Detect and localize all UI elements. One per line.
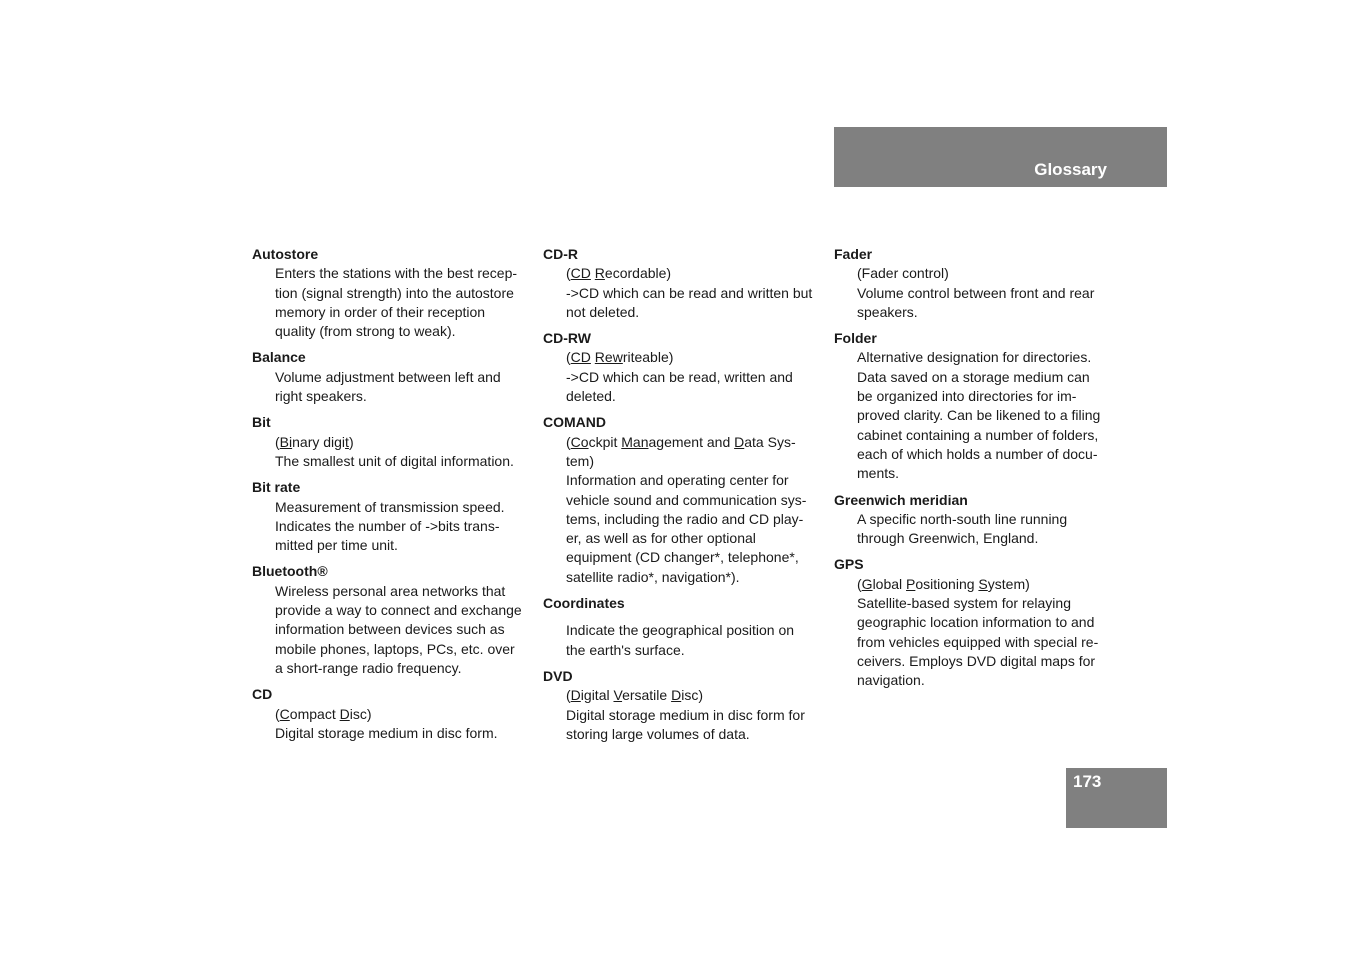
glossary-definition bbox=[275, 264, 534, 341]
glossary-term: CD-R bbox=[543, 246, 578, 262]
definition-line: (Cockpit Management and Data Sys- bbox=[566, 433, 796, 450]
glossary-entry-bit bbox=[252, 413, 534, 471]
glossary-term: Bit rate bbox=[252, 479, 301, 496]
definition-line: Information and operating center for bbox=[566, 472, 789, 489]
definition-line: (Fader control) bbox=[857, 265, 949, 282]
glossary-term: Bluetooth® bbox=[252, 563, 328, 580]
definition-line: Volume adjustment between left and bbox=[275, 368, 501, 385]
definition-line: proved clarity. Can be likened to a filing bbox=[857, 407, 1101, 424]
glossary-definition bbox=[275, 705, 534, 744]
definition-line: Alternative designation for directories. bbox=[857, 349, 1092, 366]
glossary-term: Autostore bbox=[252, 246, 319, 262]
definition-line: tem) bbox=[566, 452, 594, 469]
definition-line: navigation. bbox=[857, 672, 925, 689]
glossary-entry-cd-rw bbox=[543, 329, 825, 406]
glossary-definition bbox=[275, 582, 534, 678]
definition-line: vehicle sound and communication sys- bbox=[566, 491, 807, 508]
definition-line: the earth's surface. bbox=[566, 641, 685, 658]
definition-line: a short-range radio frequency. bbox=[275, 659, 462, 676]
definition-line: The smallest unit of digital information. bbox=[275, 452, 514, 469]
glossary-column-3 bbox=[834, 245, 1116, 698]
glossary-entry-coordinates bbox=[543, 594, 825, 660]
glossary-definition bbox=[857, 348, 1116, 483]
glossary-definition bbox=[275, 498, 534, 556]
definition-line: not deleted. bbox=[566, 303, 640, 320]
definition-line: ->CD which can be read, written and bbox=[566, 368, 793, 385]
definition-line: memory in order of their reception bbox=[275, 303, 486, 320]
glossary-entry-gps bbox=[834, 555, 1116, 690]
definition-line: tems, including the radio and CD play- bbox=[566, 510, 804, 527]
page-number-tab bbox=[1066, 768, 1167, 828]
glossary-definition bbox=[275, 368, 534, 407]
definition-line: ceivers. Employs DVD digital maps for bbox=[857, 652, 1096, 669]
definition-line: equipment (CD changer*, telephone*, bbox=[566, 549, 799, 566]
definition-line: (Digital Versatile Disc) bbox=[566, 687, 703, 704]
definition-line: mitted per time unit. bbox=[275, 537, 398, 554]
definition-line: tion (signal strength) into the autostore bbox=[275, 284, 514, 301]
glossary-term: Greenwich meridian bbox=[834, 491, 968, 508]
glossary-term: GPS bbox=[834, 556, 864, 573]
glossary-definition bbox=[857, 575, 1116, 691]
glossary-term: CD-RW bbox=[543, 330, 591, 347]
definition-line: (Global Positioning System) bbox=[857, 575, 1030, 592]
definition-line: Data saved on a storage medium can bbox=[857, 368, 1090, 385]
definition-line: ments. bbox=[857, 465, 900, 482]
definition-line: Wireless personal area networks that bbox=[275, 582, 506, 599]
definition-line: mobile phones, laptops, PCs, etc. over bbox=[275, 640, 515, 657]
glossary-term: CD bbox=[252, 686, 273, 703]
glossary-definition bbox=[566, 433, 825, 587]
definition-line: deleted. bbox=[566, 388, 616, 405]
definition-line: right speakers. bbox=[275, 388, 367, 405]
glossary-term: DVD bbox=[543, 667, 573, 684]
glossary-definition bbox=[857, 264, 1116, 322]
definition-line: information between devices such as bbox=[275, 621, 505, 638]
glossary-definition bbox=[275, 433, 534, 472]
glossary-entry-cd-r bbox=[543, 245, 825, 322]
definition-line: Digital storage medium in disc form for bbox=[566, 706, 805, 723]
glossary-entry-dvd bbox=[543, 667, 825, 744]
glossary-entry-cd bbox=[252, 685, 534, 743]
glossary-entry-autostore bbox=[252, 245, 534, 341]
definition-line: (Compact Disc) bbox=[275, 705, 372, 722]
definition-line: be organized into directories for im- bbox=[857, 388, 1077, 405]
definition-line: (Binary digit) bbox=[275, 433, 354, 450]
definition-line: (CD Rewriteable) bbox=[566, 349, 674, 366]
definition-line: satellite radio*, navigation*). bbox=[566, 568, 740, 585]
glossary-term: Coordinates bbox=[543, 595, 625, 612]
glossary-term: Folder bbox=[834, 330, 877, 347]
definition-line: each of which holds a number of docu- bbox=[857, 445, 1098, 462]
glossary-term: Fader bbox=[834, 246, 873, 262]
glossary-entry-folder bbox=[834, 329, 1116, 483]
glossary-entry-balance bbox=[252, 348, 534, 406]
definition-line: quality (from strong to weak). bbox=[275, 323, 456, 340]
definition-line: Satellite-based system for relaying bbox=[857, 595, 1071, 612]
definition-line: er, as well as for other optional bbox=[566, 530, 756, 547]
glossary-term: Balance bbox=[252, 349, 306, 366]
definition-line: from vehicles equipped with special re- bbox=[857, 633, 1099, 650]
page-number: 173 bbox=[1073, 772, 1102, 791]
glossary-definition bbox=[566, 621, 825, 660]
definition-line: Enters the stations with the best recep- bbox=[275, 265, 518, 282]
glossary-term: COMAND bbox=[543, 414, 606, 431]
glossary-entry-comand bbox=[543, 413, 825, 587]
definition-line: Digital storage medium in disc form. bbox=[275, 724, 498, 741]
glossary-definition bbox=[857, 510, 1116, 549]
glossary-entry-greenwich-meridian bbox=[834, 491, 1116, 549]
definition-line: Indicate the geographical position on bbox=[566, 622, 795, 639]
definition-line: cabinet containing a number of folders, bbox=[857, 426, 1099, 443]
definition-line: Indicates the number of ->bits trans- bbox=[275, 517, 500, 534]
definition-line: through Greenwich, England. bbox=[857, 530, 1039, 547]
header-title: Glossary bbox=[1034, 160, 1107, 179]
glossary-column-2 bbox=[543, 245, 825, 751]
definition-line: Volume control between front and rear bbox=[857, 284, 1095, 301]
definition-line: geographic location information to and bbox=[857, 614, 1095, 631]
definition-line: speakers. bbox=[857, 303, 918, 320]
definition-line: storing large volumes of data. bbox=[566, 725, 750, 742]
glossary-definition bbox=[566, 348, 825, 406]
definition-line: provide a way to connect and exchange bbox=[275, 602, 522, 619]
definition-line: (CD Recordable) bbox=[566, 265, 672, 282]
glossary-term: Bit bbox=[252, 414, 271, 431]
definition-line: ->CD which can be read and written but bbox=[566, 284, 813, 301]
glossary-definition bbox=[566, 686, 825, 744]
definition-line: A specific north-south line running bbox=[857, 510, 1068, 527]
glossary-column-1 bbox=[252, 245, 534, 750]
glossary-entry-bluetooth bbox=[252, 562, 534, 678]
glossary-definition bbox=[566, 264, 825, 322]
header-tab bbox=[834, 127, 1167, 187]
definition-line: Measurement of transmission speed. bbox=[275, 498, 505, 515]
glossary-entry-bit-rate bbox=[252, 478, 534, 555]
glossary-entry-fader bbox=[834, 245, 1116, 322]
